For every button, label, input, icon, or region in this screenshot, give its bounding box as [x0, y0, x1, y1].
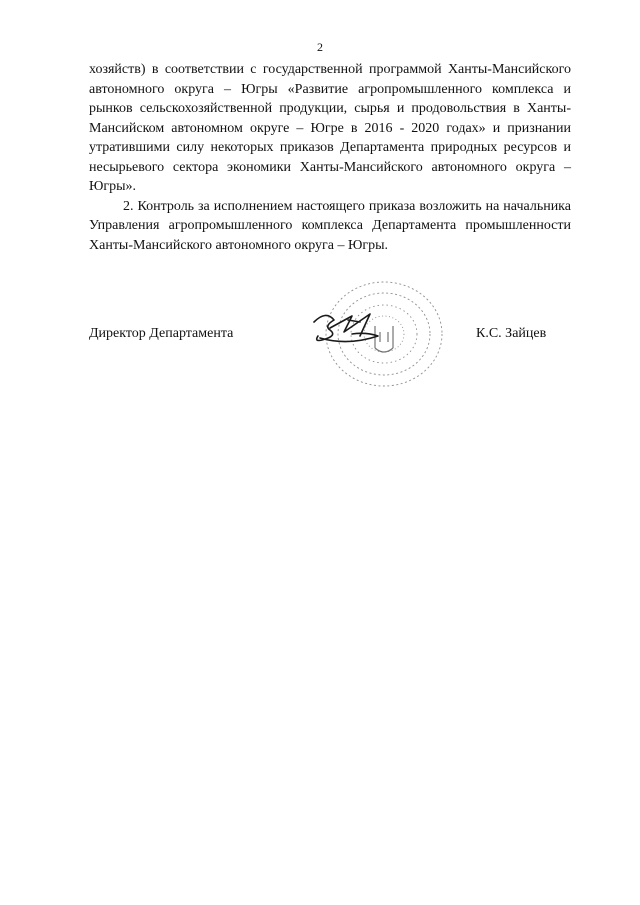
paragraph-control-clause: 2. Контроль за исполнением настоящего приказа возложить на начальника Управления агропромышленного комплекса Департамента промышленности Ханты-Мансийского автономного округа – Югры.	[89, 198, 571, 253]
paragraph-continuation: хозяйств) в соответствии с государственной программой Ханты-Мансийского автономного округа – Югры «Развитие агропромышленного комплекса и рынков сельскохозяйственной продукции, сырья и продовольствия в Ханты-Мансийском автономном округе – Югре в 2016 - 2020 годах» и признании утратившими силу некоторых приказов Департамента природных ресурсов и несырьевого сектора экономики Ханты-Мансийского автономного округа – Югры».	[89, 62, 571, 194]
signatory-name: К.С. Зайцев	[476, 326, 547, 341]
signatory-position: Директор Департамента	[89, 326, 234, 341]
seal-stamp-icon	[300, 276, 450, 396]
document-body	[89, 60, 571, 255]
page-number: 2	[317, 40, 323, 54]
